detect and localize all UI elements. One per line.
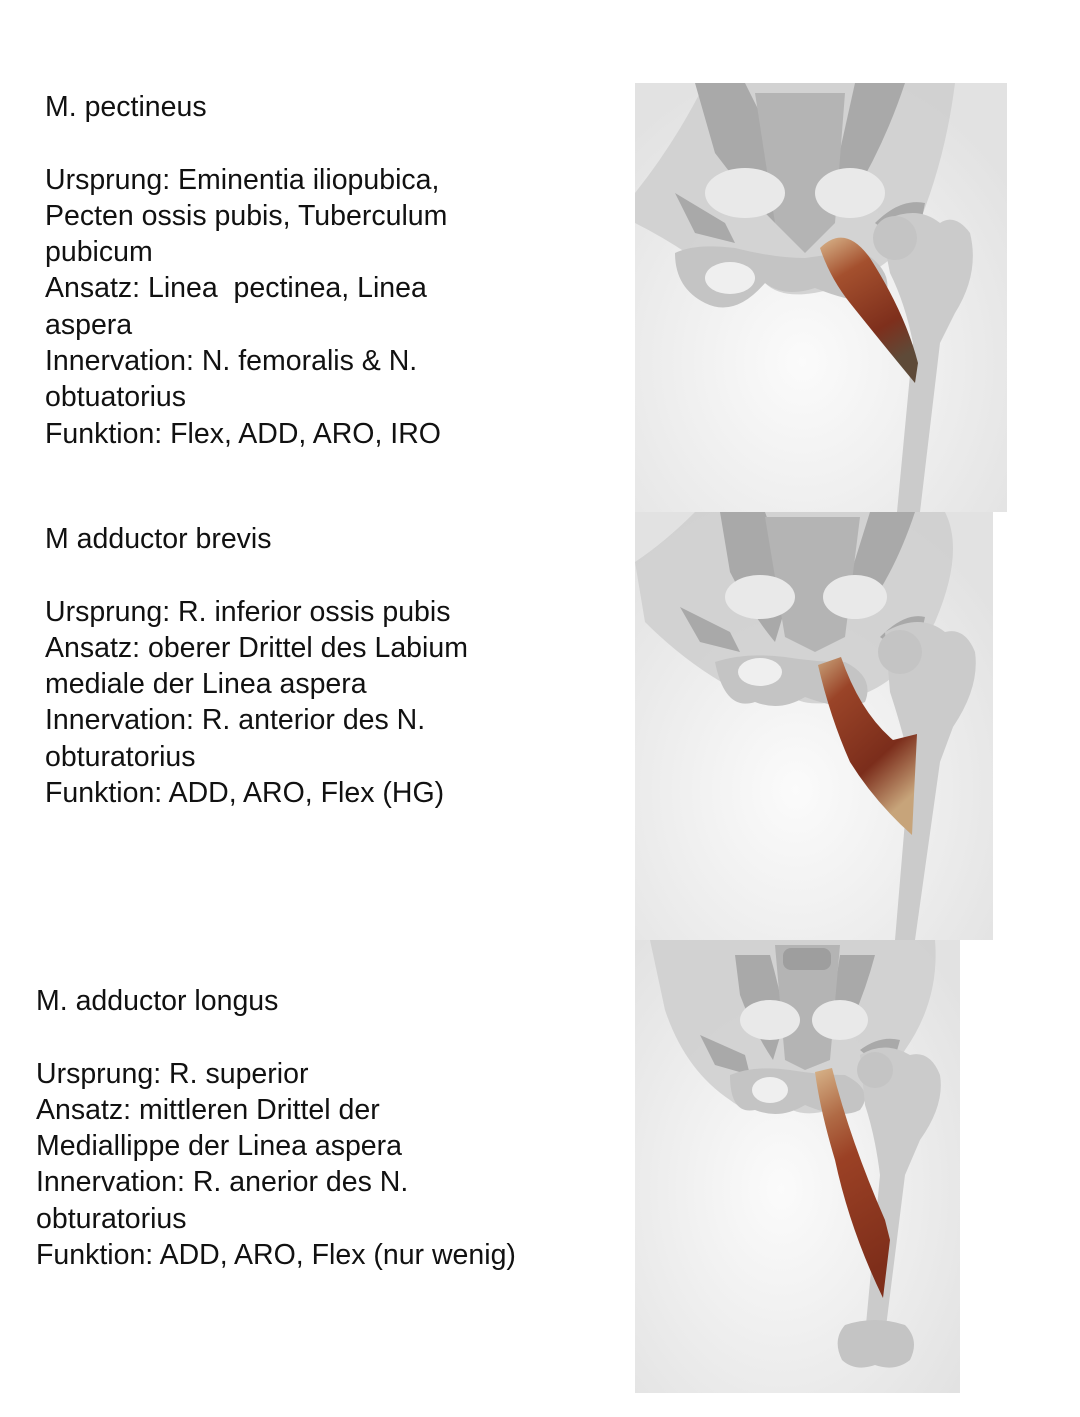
innervation-line: Innervation: R. anerior des N.	[36, 1166, 409, 1199]
section-adductor-brevis	[45, 521, 468, 811]
ansatz-line-cont: Mediallippe der Linea aspera	[36, 1130, 402, 1163]
ansatz-line-cont: aspera	[45, 308, 133, 341]
muscle-title: M. adductor longus	[36, 985, 279, 1017]
funktion-line: Funktion: Flex, ADD, ARO, IRO	[45, 417, 441, 450]
ursprung-line: Ursprung: R. inferior ossis pubis	[45, 595, 451, 628]
ansatz-line: Ansatz: mittleren Drittel der	[36, 1093, 380, 1126]
funktion-line: Funktion: ADD, ARO, Flex (HG)	[45, 777, 445, 810]
muscle-title: M. pectineus	[45, 91, 207, 123]
funktion-line: Funktion: ADD, ARO, Flex (nur wenig)	[36, 1239, 516, 1272]
pectineus-illustration	[635, 83, 1007, 512]
adductor-longus-illustration	[635, 940, 960, 1393]
ansatz-line-cont: mediale der Linea aspera	[45, 668, 367, 701]
adductor-brevis-illustration	[635, 512, 993, 940]
innervation-line-cont: obturatorius	[36, 1202, 187, 1235]
ursprung-line: Ursprung: R. superior	[36, 1057, 309, 1090]
ansatz-line: Ansatz: oberer Drittel des Labium	[45, 631, 468, 664]
ursprung-line-cont: pubicum	[45, 236, 153, 269]
innervation-line-cont: obtuatorius	[45, 381, 187, 414]
innervation-line: Innervation: R. anterior des N.	[45, 704, 426, 737]
pelvis-femur-icon	[635, 940, 960, 1393]
ansatz-line: Ansatz: Linea pectinea, Linea	[45, 272, 427, 305]
pelvis-femur-icon	[635, 83, 1007, 512]
ursprung-line: Ursprung: Eminentia iliopubica,	[45, 163, 440, 196]
muscle-title: M adductor brevis	[45, 523, 272, 555]
section-adductor-longus	[36, 983, 516, 1273]
section-pectineus	[45, 89, 447, 452]
innervation-line: Innervation: N. femoralis & N.	[45, 345, 418, 378]
ursprung-line-cont: Pecten ossis pubis, Tuberculum	[45, 199, 448, 232]
innervation-line-cont: obturatorius	[45, 740, 196, 773]
pelvis-femur-icon	[635, 512, 993, 940]
